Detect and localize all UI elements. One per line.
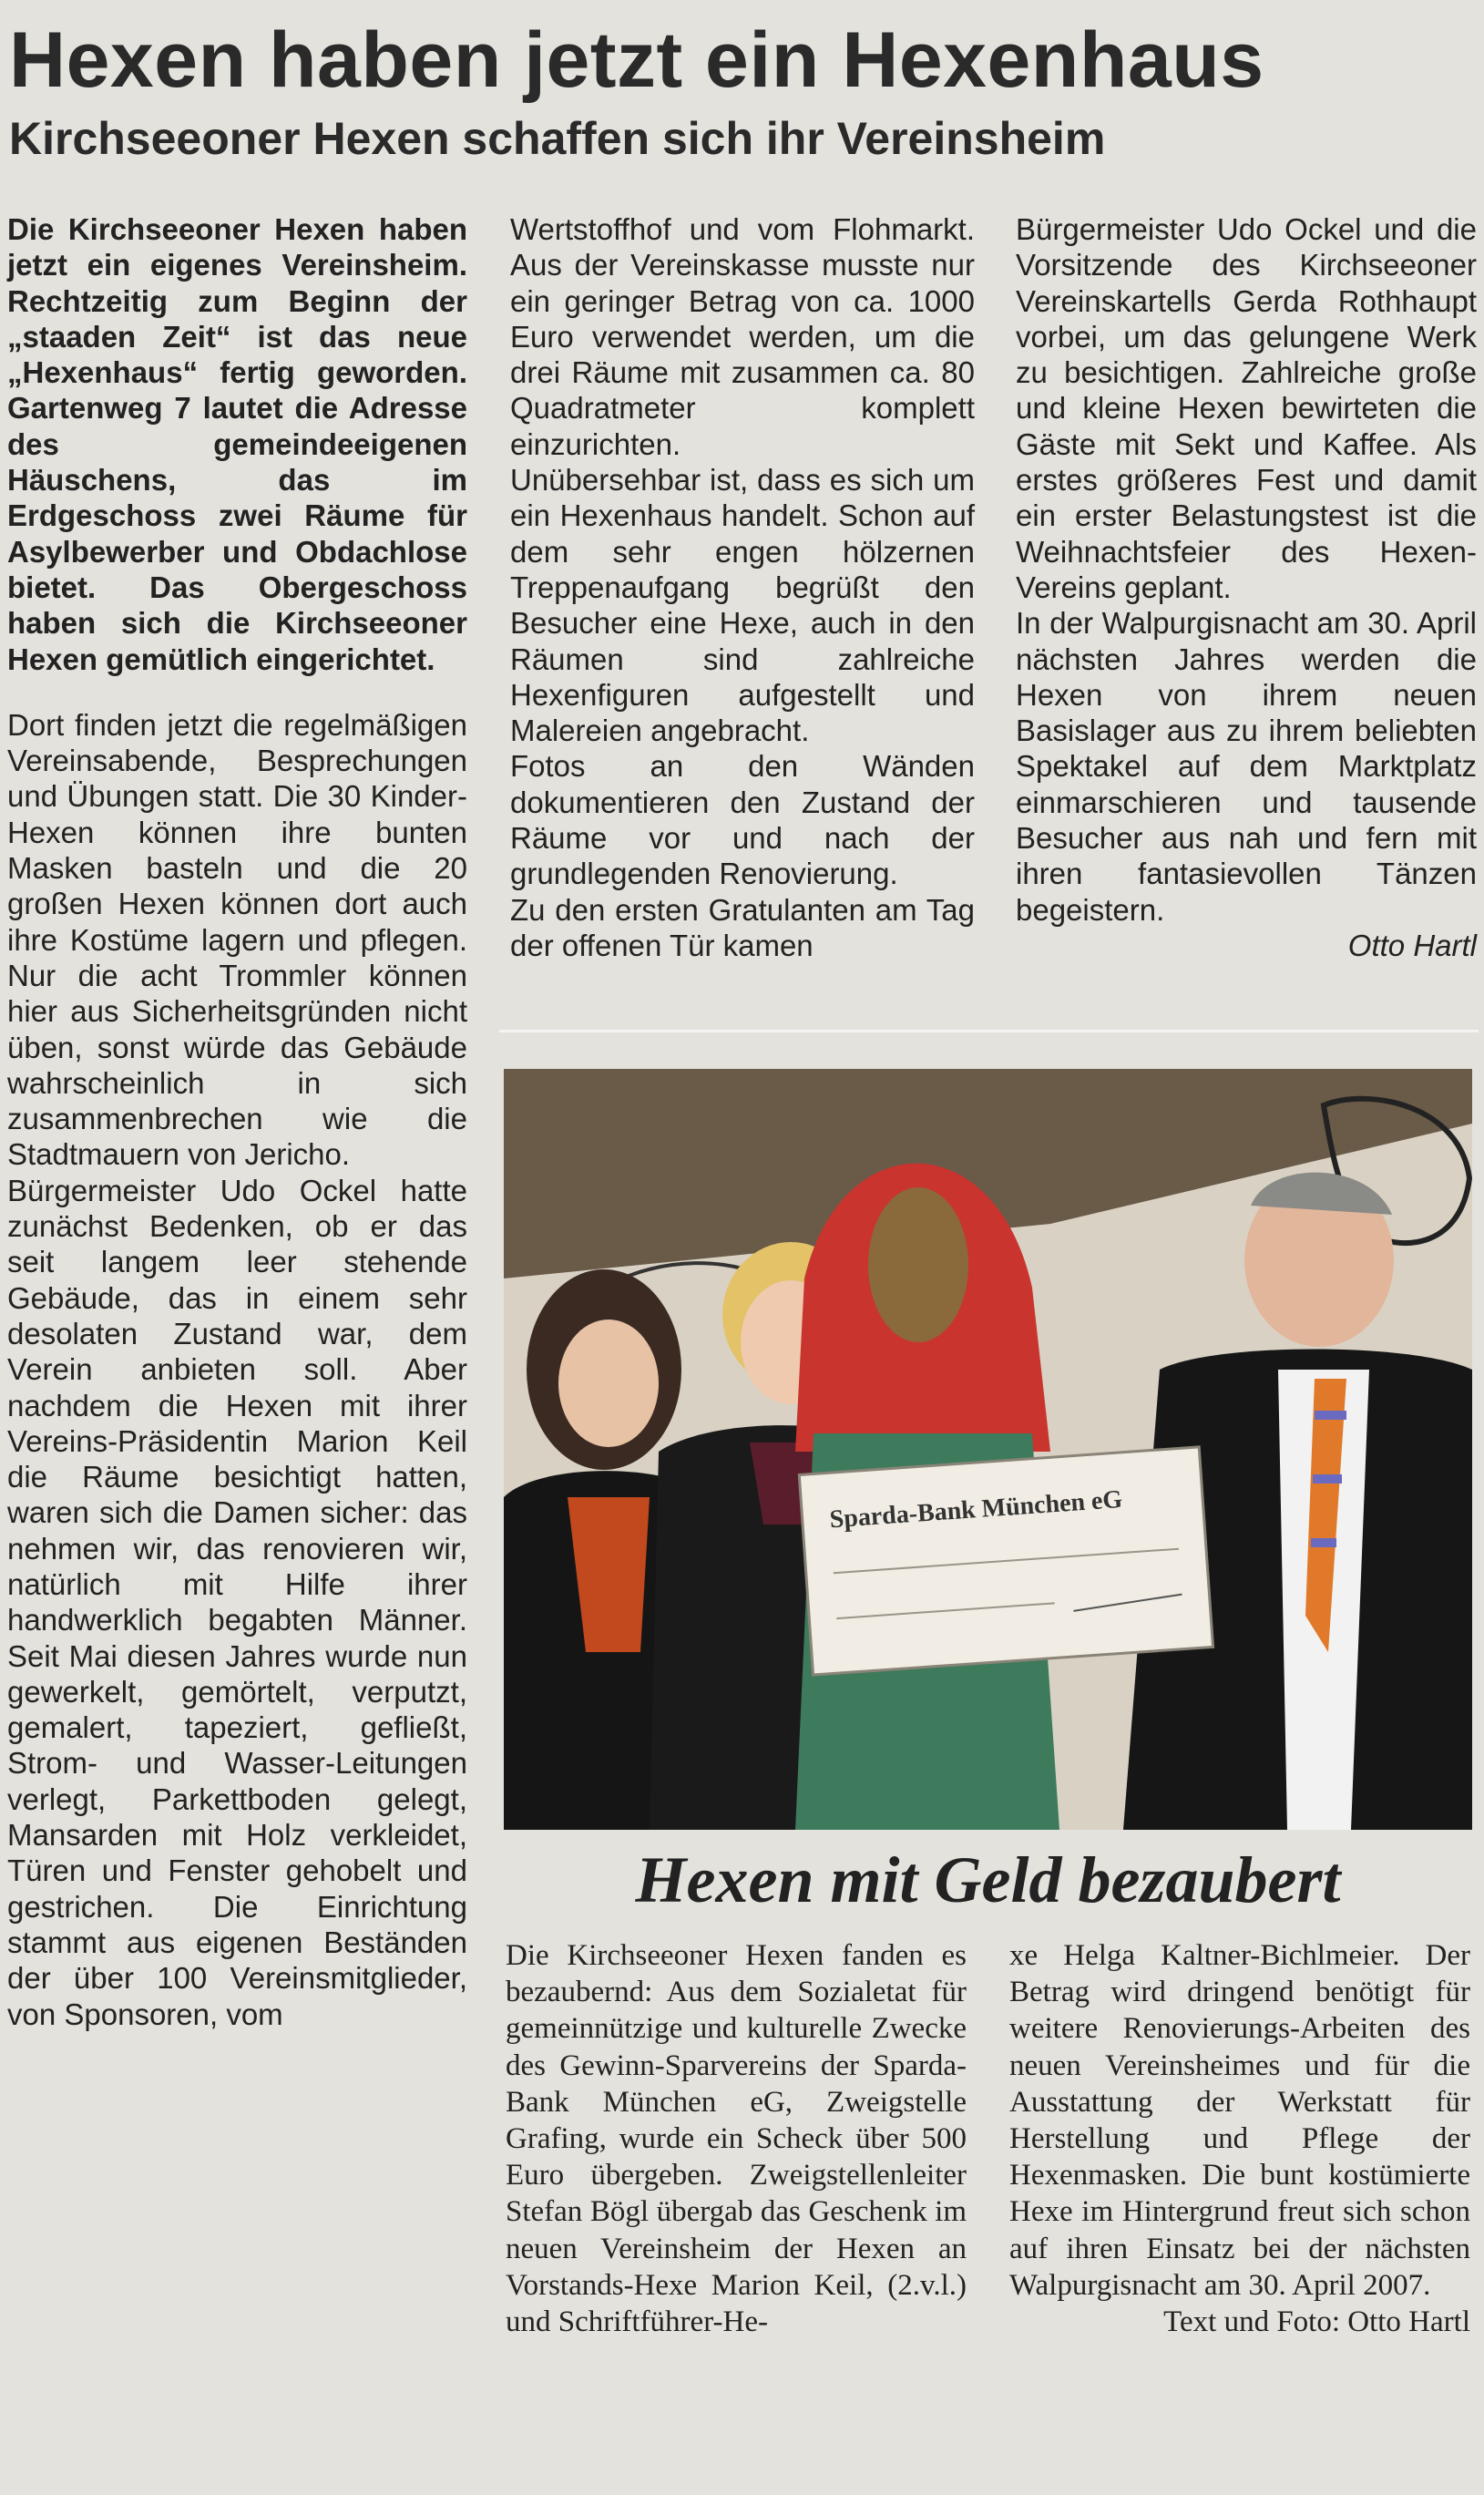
article-paragraph: In der Walpurgisnacht am 30. April nächsten Jahres werden die Hexen von ihrem neuen Basislager aus zu ihrem beliebten Spektakel auf dem Marktplatz einmarschieren und tausende Besucher aus nah und fern mit ihren fantasievollen Tänzen begeistern. bbox=[1016, 606, 1477, 927]
article-lead: Die Kirchseeoner Hexen haben jetzt ein eigenes Vereinsheim. Rechtzeitig zum Beginn der „staaden Zeit“ ist das neue „Hexenhaus“ fertig geworden. Gartenweg 7 lautet die Adresse des gemeindeeigenen Häuschens, das im Erdgeschoss zwei Räume für Asylbewerber und Obdachlose bietet. Das Obergeschoss haben sich die Kirchseeoner Hexen gemütlich eingerichtet. bbox=[7, 212, 467, 676]
article-paragraph: Bürgermeister Udo Ockel und die Vorsitzende des Kirchseeoner Vereinskartells Gerda Rothhaupt vorbei, um das gelungene Werk zu besichtigen. Zahlreiche große und kleine Hexen bewirteten die Gäste mit Sekt und Kaffee. Als erstes größeres Fest und damit ein erster Belastungstest ist die Weihnachtsfeier des Hexen-Vereins geplant. bbox=[1016, 212, 1477, 604]
article-author: Otto Hartl bbox=[1347, 928, 1477, 962]
news-photo bbox=[504, 1069, 1472, 1830]
article-paragraph: Bürgermeister Udo Ockel hatte zunächst Bedenken, ob er das seit langem leer stehende Gebäude, das in einem sehr desolaten Zustand war, dem Verein anbieten soll. Aber nachdem die Hexen mit ihrer Vereins-Präsidentin Marion Keil die Räume besichtigt hatten, waren sich die Damen sicher: das nehmen wir, das renovieren wir, natürlich mit Hilfe ihrer handwerklich begabten Männer. Seit Mai diesen Jahres wurde nun gewerkelt, gemörtelt, verputzt, gemalert, tapeziert, gefließt, Strom- und Wasser-Leitungen verlegt, Parkettboden gelegt, Mansarden mit Holz verkleidet, Türen und Fenster gehobelt und gestrichen. Die Einrichtung stammt aus eigenen Beständen der über 100 Vereinsmitglieder, von Sponsoren, vom bbox=[7, 1173, 467, 2031]
cheque bbox=[799, 1447, 1213, 1675]
sidebar-paragraph: Die Kirchseeoner Hexen fanden es bezaubernd: Aus dem Sozialetat für gemeinnützige und kulturelle Zwecke des Gewinn-Sparvereins der Sparda-Bank München eG, Zweigstelle Grafing, wurde ein Scheck über 500 Euro übergeben. Zweigstellenleiter Stefan Bögl übergab das Geschenk im neuen Vereinsheim der Hexen an Vorstands-Hexe Marion Keil, (2.v.l.) und Schriftführer-He- bbox=[506, 1939, 967, 2339]
article-column-1 bbox=[7, 211, 467, 2032]
photo-credit: Text und Foto: Otto Hartl bbox=[1163, 2305, 1470, 2339]
sidebar-headline: Hexen mit Geld bezaubert bbox=[635, 1843, 1341, 1916]
sidebar-column-2 bbox=[1009, 1937, 1470, 2340]
article-paragraph: Dort finden jetzt die regelmäßigen Vereinsabende, Besprechungen und Übungen statt. Die 30 Kinder-Hexen können ihre bunten Masken basteln und die 20 großen Hexen können dort auch ihre Kostüme lagern und pflegen. Nur die acht Trommler können hier aus Sicherheitsgründen nicht üben, sonst würde das Gebäude wahrscheinlich in sich zusammenbrechen wie die Stadtmauern von Jericho. bbox=[7, 707, 467, 1172]
article-paragraph: Fotos an den Wänden dokumentieren den Zustand der Räume vor und nach der grundlegenden Renovierung. bbox=[510, 749, 975, 891]
separator-rule bbox=[499, 1030, 1479, 1032]
article-column-3 bbox=[1016, 211, 1477, 963]
article-column-2 bbox=[510, 211, 975, 963]
article-headline: Hexen haben jetzt ein Hexenhaus bbox=[9, 16, 1264, 104]
sidebar-paragraph: xe Helga Kaltner-Bichlmeier. Der Betrag wird dringend benötigt für weitere Renovierungs-Arbeiten des neuen Vereinsheimes und für die Ausstattung der Werkstatt für Herstellung und Pflege der Hexenmasken. Die bunt kostümierte Hexe im Hintergrund freut sich schon auf ihren Einsatz bei der nächsten Walpurgisnacht am 30. April 2007. bbox=[1009, 1939, 1470, 2302]
photo-illustration bbox=[504, 1069, 1472, 1830]
article-subheadline: Kirchseeoner Hexen schaffen sich ihr Vereinsheim bbox=[9, 113, 1106, 164]
cheque-label: Sparda-Bank München eG bbox=[828, 1484, 1124, 1535]
article-paragraph: Unübersehbar ist, dass es sich um ein Hexenhaus handelt. Schon auf dem sehr engen hölzernen Treppenaufgang begrüßt den Besucher eine Hexe, auch in den Räumen sind zahlreiche Hexenfiguren aufgestellt und Malereien angebracht. bbox=[510, 463, 975, 748]
witch-mask bbox=[868, 1187, 968, 1342]
article-paragraph: Zu den ersten Gratulanten am Tag der offenen Tür kamen bbox=[510, 892, 975, 962]
article-paragraph: Wertstoffhof und vom Flohmarkt. Aus der Vereinskasse musste nur ein geringer Betrag von ca. 1000 Euro verwendet werden, um die drei Räume mit zusammen ca. 80 Quadratmeter komplett einzurichten. bbox=[510, 212, 975, 461]
sidebar-column-1 bbox=[506, 1937, 967, 2340]
